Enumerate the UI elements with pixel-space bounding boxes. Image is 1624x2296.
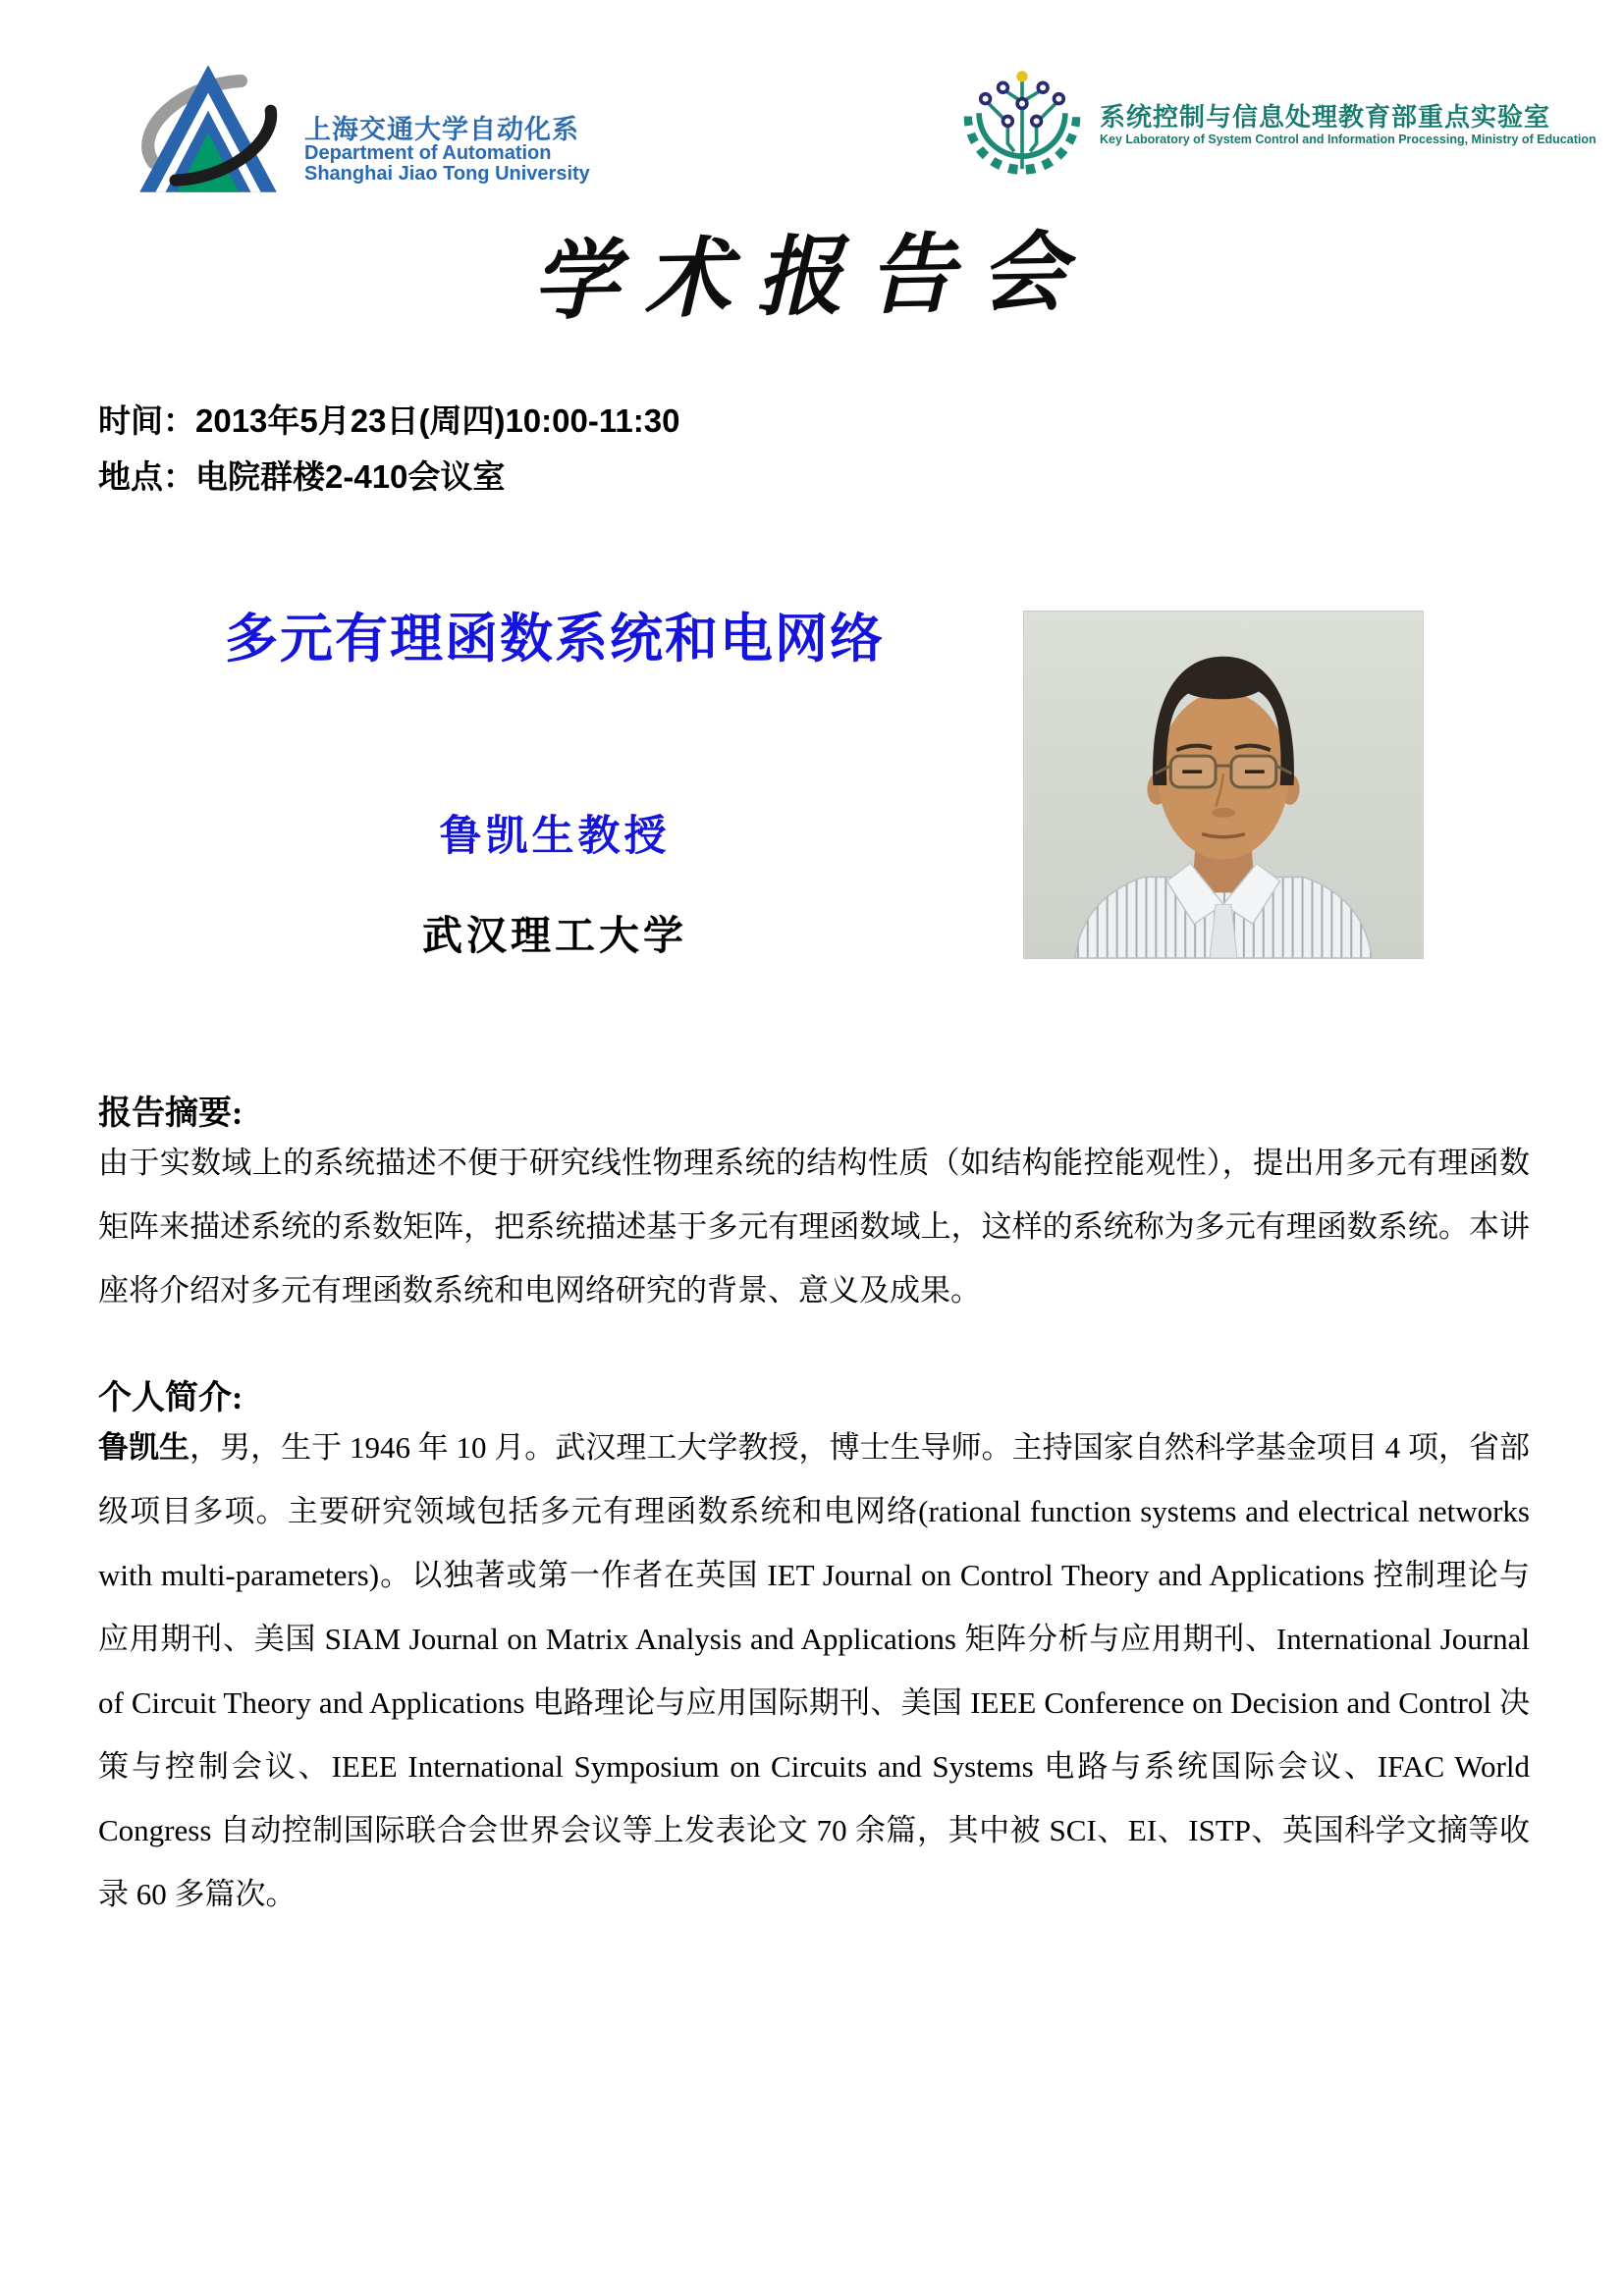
sjtu-automation-en1: Department of Automation bbox=[304, 142, 552, 165]
sjtu-automation-logo bbox=[124, 59, 590, 198]
meta-block bbox=[98, 393, 679, 505]
speaker-name: 鲁凯生教授 bbox=[439, 814, 671, 860]
bio-speaker-name: 鲁凯生 bbox=[98, 1430, 190, 1465]
key-lab-en: Key Laboratory of System Control and Information Processing, Ministry of Education bbox=[1100, 132, 1597, 146]
speaker-photo bbox=[1023, 611, 1424, 959]
time-value: 2013年5月23日(周四)10:00-11:30 bbox=[195, 402, 680, 439]
venue-line bbox=[98, 449, 679, 505]
bio-heading: 个人简介: bbox=[98, 1380, 244, 1416]
bio-text: ，男，生于 1946 年 10 月。武汉理工大学教授，博士生导师。主持国家自然科学基金项目 4 项，省部级项目多项。主要研究领域包括多元有理函数系统和电网络(rational function systems and electrical networks with multi-parameters)。以独著或第一作者在英国 IET Journal on Control Theory and Applications 控制理论与应用期刊、美国 SIAM Journal on Matrix Analysis and Applications 矩阵分析与应用期刊、International Journal of Circuit Theory and Applications 电路理论与应用国际期刊、美国 IEEE Conference on Decision and Control 决策与控制会议、IEEE International Symposium on Circuits and Systems 电路与系统国际会议、IFAC World Congress 自动控制国际联合会世界会议等上发表论文 70 余篇，其中被 SCI、EI、ISTP、英国科学文摘等收录 60 多篇次。 bbox=[98, 1430, 1531, 1911]
sjtu-automation-logo-text bbox=[304, 59, 590, 185]
key-lab-cn: 系统控制与信息处理教育部重点实验室 bbox=[1100, 102, 1551, 132]
sjtu-automation-en2: Shanghai Jiao Tong University bbox=[304, 162, 590, 185]
venue-label: 地点： bbox=[98, 458, 195, 495]
venue-value: 电院群楼2-410会议室 bbox=[195, 458, 506, 495]
sjtu-automation-logo-icon bbox=[124, 59, 293, 198]
key-lab-logo-text bbox=[1100, 54, 1597, 146]
bio-body bbox=[98, 1415, 1530, 1926]
time-label: 时间： bbox=[98, 402, 195, 439]
time-line bbox=[98, 393, 679, 449]
abstract-heading: 报告摘要: bbox=[98, 1095, 244, 1132]
yellow-node bbox=[1016, 71, 1027, 81]
talk-title: 多元有理函数系统和电网络 bbox=[225, 610, 885, 668]
speaker-affiliation: 武汉理工大学 bbox=[422, 913, 687, 958]
calligraphy-title: 学术报告会 bbox=[531, 226, 1093, 331]
sjtu-automation-cn: 上海交通大学自动化系 bbox=[304, 115, 579, 144]
abstract-body: 由于实数域上的系统描述不便于研究线性物理系统的结构性质（如结构能控能观性），提出用多元有理函数矩阵来描述系统的系数矩阵，把系统描述基于多元有理函数域上，这样的系统称为多元有理函数系统。本讲座将介绍对多元有理函数系统和电网络研究的背景、意义及成果。 bbox=[98, 1146, 1530, 1308]
key-lab-logo bbox=[958, 54, 1597, 191]
key-lab-logo-icon bbox=[958, 54, 1086, 191]
